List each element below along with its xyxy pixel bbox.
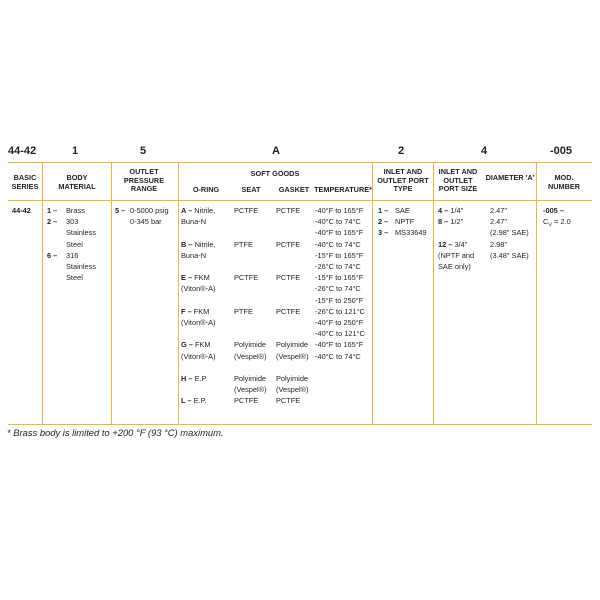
- seat-item: (Vespel®): [234, 385, 267, 395]
- part-code-row: [8, 142, 592, 162]
- diameter-item: (3.48" SAE): [490, 250, 529, 260]
- gasket-item: PCTFE: [276, 396, 301, 406]
- diameter-item: 2.47": [490, 206, 508, 215]
- body-material-name: Steel: [66, 273, 83, 283]
- body-material-name: Stainless: [66, 228, 96, 238]
- body-material-name: Brass: [66, 206, 85, 215]
- code-basic: 44-42: [8, 145, 37, 157]
- gasket-item: PCTFE: [276, 206, 301, 215]
- oring-item-line: (Viton®-A): [181, 318, 216, 327]
- code-soft-goods: A: [272, 145, 280, 157]
- port-type-name: MS33649: [395, 228, 427, 238]
- port-type-name: SAE: [395, 206, 410, 215]
- temperature-item: -26°C to 74°C: [315, 284, 361, 294]
- outlet-pressure-range: 0-5000 psig: [130, 206, 169, 215]
- outlet-pressure-range: 0-345 bar: [130, 217, 162, 227]
- oring-item: H – E.P.: [181, 374, 208, 383]
- header-gasket: GASKET: [278, 185, 310, 194]
- gasket-item: (Vespel®): [276, 351, 309, 361]
- header-seat: SEAT: [241, 185, 261, 194]
- temperature-item: -40°C to 74°C: [315, 217, 361, 227]
- temperature-item: -40°F to 165°F: [315, 206, 364, 215]
- port-size-item: 12 – 3/4": [438, 239, 468, 249]
- code-port-size: 4: [480, 145, 488, 157]
- temperature-item: -40°C to 74°C: [315, 351, 361, 361]
- oring-item-line: (Viton®-A): [181, 284, 216, 294]
- seat-item: (Vespel®): [234, 351, 267, 361]
- seat-item: PCTFE: [234, 206, 259, 215]
- oring-item-line: Buna-N: [181, 217, 207, 227]
- seat-item: PTFE: [234, 306, 253, 316]
- gasket-item: Polyimide: [276, 374, 309, 383]
- gasket-item: PCTFE: [276, 306, 301, 316]
- code-body: 1: [71, 145, 79, 157]
- gasket-item: Polyimide: [276, 340, 309, 350]
- body-material-code: 2 –: [47, 217, 58, 227]
- temperature-item: -40°F to 250°F: [315, 318, 364, 327]
- order-code-table: [7, 142, 592, 438]
- port-size-note: (NPTF and: [438, 250, 475, 260]
- spec-table: [8, 162, 592, 425]
- temperature-item: -15°F to 250°F: [315, 295, 364, 305]
- body-material-name: 303: [66, 217, 79, 227]
- mod-cv: $C_V = 2.0$: [543, 217, 571, 229]
- temperature-item: -40°C to 121°C: [315, 329, 365, 339]
- body-material-code: 1 –: [47, 206, 58, 215]
- oring-item-line: (Viton®-A): [181, 351, 216, 361]
- port-type-code: 3 –: [378, 228, 389, 238]
- seat-item: PCTFE: [234, 396, 259, 406]
- temperature-item: -26°C to 74°C: [315, 262, 361, 271]
- temperature-item: -26°C to 121°C: [315, 306, 365, 316]
- oring-item: L – E.P.: [181, 396, 207, 406]
- diameter-item: (2.98" SAE): [490, 228, 529, 238]
- body-material-name: 316: [66, 250, 79, 260]
- code-mod: -005: [549, 145, 573, 157]
- basic-series-value: 44-42: [12, 206, 31, 215]
- port-type-name: NPTF: [395, 217, 415, 227]
- header-mod-number: MOD. NUMBER: [547, 173, 581, 191]
- body-material-code: 6 –: [47, 250, 58, 260]
- temperature-item: -40°F to 165°F: [315, 228, 364, 238]
- seat-item: PTFE: [234, 239, 253, 249]
- port-size-item: 8 – 1/2": [438, 217, 464, 227]
- header-port-type: INLET AND OUTLET PORT TYPE: [377, 167, 429, 193]
- temperature-item: -40°C to 74°C: [315, 239, 361, 249]
- temperature-item: -15°F to 165°F: [315, 273, 364, 283]
- seat-item: Polyimide: [234, 340, 267, 350]
- footnote: * Brass body is limited to +200 °F (93 °C) maximum.: [7, 427, 224, 438]
- port-size-note: SAE only): [438, 262, 471, 271]
- oring-item: G – FKM: [181, 340, 211, 350]
- gasket-item: (Vespel®): [276, 385, 309, 395]
- diameter-item: 2.47": [490, 217, 508, 227]
- header-oring: O-RING: [192, 185, 220, 194]
- code-port-type: 2: [397, 145, 405, 157]
- header-port-size: INLET AND OUTLET PORT SIZE: [438, 167, 478, 193]
- port-type-code: 1 –: [378, 206, 389, 215]
- header-outlet-pressure: OUTLET PRESSURE RANGE: [123, 167, 165, 193]
- mod-code: -005 –: [543, 206, 564, 215]
- body-material-name: Stainless: [66, 262, 96, 271]
- gasket-item: PCTFE: [276, 239, 301, 249]
- outlet-pressure-code: 5 –: [115, 206, 126, 215]
- header-basic-series: BASIC SERIES: [11, 173, 39, 191]
- header-body-material: BODY MATERIAL: [58, 173, 96, 191]
- port-type-code: 2 –: [378, 217, 389, 227]
- oring-item: B – Nitrile,: [181, 239, 216, 249]
- code-outlet: 5: [139, 145, 147, 157]
- seat-item: PCTFE: [234, 273, 259, 283]
- temperature-item: -15°F to 165°F: [315, 250, 364, 260]
- header-diameter: DIAMETER 'A': [485, 173, 535, 182]
- diameter-item: 2.98": [490, 239, 508, 249]
- oring-item: A – Nitrile,: [181, 206, 216, 215]
- oring-item-line: Buna-N: [181, 250, 207, 260]
- oring-item: F – FKM: [181, 306, 210, 316]
- temperature-item: -40°F to 165°F: [315, 340, 364, 350]
- port-size-item: 4 – 1/4": [438, 206, 464, 215]
- oring-item: E – FKM: [181, 273, 210, 283]
- header-temperature: TEMPERATURE*: [314, 185, 372, 194]
- body-material-name: Steel: [66, 239, 83, 249]
- header-soft-goods: SOFT GOODS: [250, 169, 300, 178]
- gasket-item: PCTFE: [276, 273, 301, 283]
- seat-item: Polyimide: [234, 374, 267, 383]
